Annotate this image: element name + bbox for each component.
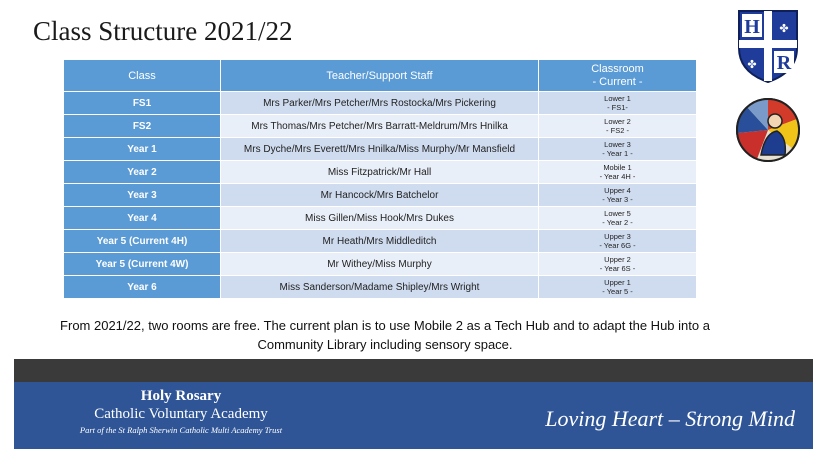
svg-text:✤: ✤ <box>747 59 757 71</box>
classroom-current: - Year 3 - <box>602 195 633 204</box>
plan-note: From 2021/22, two rooms are free. The current plan is to use Mobile 2 as a Tech Hub and to adapt the Hub into a Community Library including sensory space. <box>60 318 710 352</box>
table-row <box>64 253 697 276</box>
classroom-current: - Year 4H - <box>599 172 636 181</box>
school-type: Catholic Voluntary Academy <box>94 406 268 422</box>
classroom-cell <box>539 253 697 276</box>
page-title: Class Structure 2021/22 <box>33 16 293 46</box>
classroom-cell <box>539 184 697 207</box>
staff-cell: Mr Hancock/Mrs Batchelor <box>221 184 539 207</box>
classroom-current: - Year 6S - <box>599 264 636 273</box>
classroom-name: Lower 5 <box>604 209 631 218</box>
footer-divider-bar <box>14 359 813 382</box>
table-row <box>64 161 697 184</box>
table-row <box>64 230 697 253</box>
trust-line: Part of the St Ralph Sherwin Catholic Multi Academy Trust <box>79 425 283 435</box>
header-classroom-line2: - Current - <box>592 75 643 88</box>
classroom-cell <box>539 115 697 138</box>
class-cell: FS2 <box>64 115 221 138</box>
classroom-name: Lower 1 <box>604 94 631 103</box>
classroom-name: Mobile 1 <box>603 163 632 172</box>
crest-letter-r: R <box>776 52 792 74</box>
class-cell: Year 5 (Current 4W) <box>64 253 221 276</box>
header-classroom <box>539 60 697 92</box>
staff-cell: Mr Heath/Mrs Middleditch <box>221 230 539 253</box>
classroom-current: - Year 1 - <box>602 149 633 158</box>
stained-glass-badge-icon <box>735 97 801 163</box>
class-structure-table <box>63 59 697 299</box>
staff-cell: Mrs Parker/Mrs Petcher/Mrs Rostocka/Mrs Pickering <box>221 92 539 115</box>
class-cell: Year 4 <box>64 207 221 230</box>
table-row <box>64 92 697 115</box>
class-cell: Year 5 (Current 4H) <box>64 230 221 253</box>
svg-text:✤: ✤ <box>779 23 789 35</box>
staff-cell: Mr Withey/Miss Murphy <box>221 253 539 276</box>
classroom-cell <box>539 92 697 115</box>
staff-cell: Mrs Dyche/Mrs Everett/Mrs Hnilka/Miss Murphy/Mr Mansfield <box>221 138 539 161</box>
header-classroom-line1: Classroom <box>591 62 644 75</box>
staff-cell: Mrs Thomas/Mrs Petcher/Mrs Barratt-Meldrum/Mrs Hnilka <box>221 115 539 138</box>
staff-cell: Miss Fitzpatrick/Mr Hall <box>221 161 539 184</box>
classroom-name: Upper 4 <box>604 186 631 195</box>
header-class: Class <box>64 60 221 92</box>
staff-cell: Miss Gillen/Miss Hook/Mrs Dukes <box>221 207 539 230</box>
table-row <box>64 276 697 299</box>
table-row <box>64 115 697 138</box>
school-motto: Loving Heart – Strong Mind <box>545 406 795 431</box>
table-row <box>64 138 697 161</box>
classroom-cell <box>539 161 697 184</box>
school-name: Holy Rosary <box>140 388 222 404</box>
header-staff: Teacher/Support Staff <box>221 60 539 92</box>
classroom-name: Lower 2 <box>604 117 631 126</box>
table-row <box>64 207 697 230</box>
classroom-name: Lower 3 <box>604 140 631 149</box>
class-cell: Year 6 <box>64 276 221 299</box>
classroom-name: Upper 2 <box>604 255 631 264</box>
class-cell: FS1 <box>64 92 221 115</box>
classroom-current: - FS1- <box>607 103 628 112</box>
classroom-current: - Year 6G - <box>599 241 636 250</box>
classroom-name: Upper 1 <box>604 278 631 287</box>
class-cell: Year 1 <box>64 138 221 161</box>
classroom-name: Upper 3 <box>604 232 631 241</box>
class-cell: Year 3 <box>64 184 221 207</box>
crest-letter-h: H <box>744 16 760 38</box>
classroom-current: - FS2 - <box>606 126 629 135</box>
table-row <box>64 184 697 207</box>
school-name-block <box>36 388 326 437</box>
staff-cell: Miss Sanderson/Madame Shipley/Mrs Wright <box>221 276 539 299</box>
footer-banner <box>14 382 813 449</box>
classroom-cell <box>539 230 697 253</box>
classroom-current: - Year 2 - <box>602 218 633 227</box>
classroom-cell <box>539 207 697 230</box>
school-crest-icon <box>736 8 800 84</box>
classroom-cell <box>539 276 697 299</box>
class-cell: Year 2 <box>64 161 221 184</box>
classroom-current: - Year 5 - <box>602 287 633 296</box>
classroom-cell <box>539 138 697 161</box>
table-header-row <box>64 60 697 92</box>
